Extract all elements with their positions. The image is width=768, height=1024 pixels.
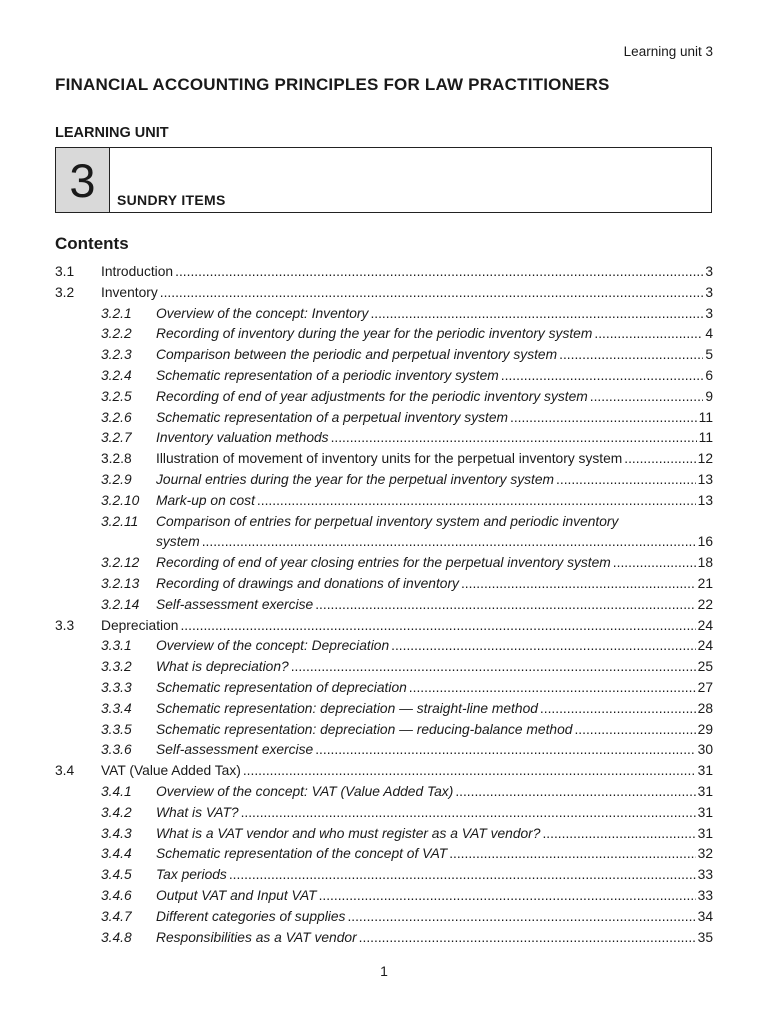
toc-entry-number: 3.2.11: [101, 513, 139, 529]
table-of-contents: [55, 262, 713, 948]
toc-entry-page: 31: [697, 783, 713, 799]
toc-dot-leader: [556, 470, 696, 491]
toc-entry[interactable]: [55, 449, 713, 470]
toc-entry-page: 27: [697, 679, 713, 695]
toc-entry[interactable]: [55, 928, 713, 949]
toc-entry-number: 3.2.3: [101, 347, 132, 363]
toc-entry[interactable]: [55, 699, 713, 720]
toc-entry[interactable]: [55, 387, 713, 408]
toc-entry-continuation[interactable]: [55, 532, 713, 553]
toc-entry-title: What is a VAT vendor and who must register as a VAT vendor?: [156, 825, 541, 841]
toc-entry-title: Schematic representation: depreciation — straight-line method: [156, 700, 538, 716]
toc-dot-leader: [370, 304, 703, 325]
toc-entry-title: Comparison of entries for perpetual inventory system and periodic inventory: [156, 513, 619, 529]
toc-entry-title: Journal entries during the year for the perpetual inventory system: [156, 471, 555, 487]
toc-entry-number: 3.2.8: [101, 451, 132, 467]
toc-entry-page: 13: [697, 492, 713, 508]
toc-entry-title: What is depreciation?: [156, 659, 289, 675]
toc-entry-number: 3.2.2: [101, 326, 132, 342]
toc-entry-title: Schematic representation of the concept of VAT: [156, 846, 448, 862]
unit-name: SUNDRY ITEMS: [117, 192, 226, 208]
toc-entry[interactable]: [55, 761, 713, 782]
toc-entry-title: Self-assessment exercise: [156, 742, 314, 758]
toc-entry-page: 6: [705, 367, 713, 383]
toc-entry-title: Responsibilities as a VAT vendor: [156, 929, 357, 945]
toc-entry-number: 3.3.1: [101, 638, 132, 654]
toc-dot-leader: [257, 491, 696, 512]
toc-entry[interactable]: [55, 283, 713, 304]
toc-entry-title: Schematic representation: depreciation — reducing-balance method: [156, 721, 573, 737]
toc-entry-page: 9: [705, 388, 713, 404]
toc-dot-leader: [510, 408, 697, 429]
toc-entry-page: 28: [697, 700, 713, 716]
toc-entry-number: 3.4.7: [101, 908, 132, 924]
toc-entry-page: 31: [697, 804, 713, 820]
toc-entry-title-continued: system: [156, 534, 200, 550]
toc-dot-leader: [542, 824, 695, 845]
toc-entry-page: 3: [705, 284, 713, 300]
toc-entry-page: 24: [697, 638, 713, 654]
toc-entry-number: 3.3.4: [101, 700, 132, 716]
toc-entry[interactable]: [55, 678, 713, 699]
toc-entry[interactable]: [55, 782, 713, 803]
toc-dot-leader: [291, 657, 696, 678]
toc-entry-title: Recording of drawings and donations of inventory: [156, 575, 459, 591]
toc-entry-title: VAT (Value Added Tax): [101, 763, 241, 779]
toc-dot-leader: [624, 449, 695, 470]
toc-entry-number: 3.3.5: [101, 721, 132, 737]
toc-entry[interactable]: [55, 886, 713, 907]
toc-entry-page: 34: [697, 908, 713, 924]
toc-entry-number: 3.4.4: [101, 846, 132, 862]
toc-entry[interactable]: [55, 304, 713, 325]
toc-entry-number: 3.4.2: [101, 804, 132, 820]
toc-entry-page: 31: [697, 763, 713, 779]
toc-dot-leader: [559, 345, 703, 366]
toc-entry[interactable]: [55, 740, 713, 761]
toc-entry-page: 3: [705, 305, 713, 321]
toc-entry-number: 3.4.1: [101, 783, 132, 799]
toc-entry[interactable]: [55, 636, 713, 657]
toc-entry-page: 22: [697, 596, 713, 612]
toc-entry-number: 3.2.6: [101, 409, 132, 425]
toc-entry-title: Comparison between the periodic and perpetual inventory system: [156, 347, 558, 363]
toc-entry-number: 3.2.7: [101, 430, 132, 446]
toc-entry-number: 3.2.5: [101, 388, 132, 404]
toc-entry-page: 16: [697, 534, 713, 550]
toc-entry-page: 29: [697, 721, 713, 737]
toc-dot-leader: [160, 283, 704, 304]
toc-dot-leader: [574, 720, 695, 741]
contents-heading: Contents: [55, 234, 129, 253]
toc-entry[interactable]: [55, 907, 713, 928]
page-number: 1: [380, 963, 388, 979]
toc-dot-leader: [449, 844, 695, 865]
toc-entry-number: 3.2.1: [101, 305, 132, 321]
toc-dot-leader: [501, 366, 704, 387]
toc-entry-page: 13: [697, 471, 713, 487]
toc-entry-title: Overview of the concept: Inventory: [156, 305, 369, 321]
toc-entry-page: 33: [697, 867, 713, 883]
toc-entry-page: 25: [697, 659, 713, 675]
toc-entry-number: 3.4: [55, 763, 75, 779]
toc-entry-number: 3.2.14: [101, 596, 140, 612]
toc-entry-number: 3.3.6: [101, 742, 132, 758]
toc-entry-page: 35: [697, 929, 713, 945]
toc-dot-leader: [315, 740, 695, 761]
toc-entry[interactable]: [55, 803, 713, 824]
toc-entry-number: 3.4.6: [101, 887, 132, 903]
toc-entry-page: 32: [697, 846, 713, 862]
toc-entry-title: Schematic representation of depreciation: [156, 679, 407, 695]
toc-entry[interactable]: [55, 720, 713, 741]
toc-entry[interactable]: [55, 824, 713, 845]
toc-entry-title: Different categories of supplies: [156, 908, 346, 924]
toc-entry-title: Schematic representation of a periodic inventory system: [156, 367, 499, 383]
toc-entry-page: 4: [705, 326, 713, 342]
toc-entry-title: Inventory: [101, 284, 158, 300]
toc-entry-page: 21: [697, 575, 713, 591]
toc-entry-number: 3.4.3: [101, 825, 132, 841]
toc-entry-page: 3: [705, 264, 713, 279]
toc-entry[interactable]: [55, 865, 713, 886]
document-title: FINANCIAL ACCOUNTING PRINCIPLES FOR LAW PRACTITIONERS: [55, 75, 610, 94]
toc-entry-title: What is VAT?: [156, 804, 239, 820]
toc-dot-leader: [229, 865, 696, 886]
toc-entry-page: 30: [697, 742, 713, 758]
toc-entry-number: 3.4.8: [101, 929, 132, 945]
toc-dot-leader: [540, 699, 696, 720]
toc-entry[interactable]: [55, 428, 713, 449]
toc-entry-title: Mark-up on cost: [156, 492, 255, 508]
toc-entry-title: Introduction: [101, 264, 174, 279]
toc-entry[interactable]: [55, 491, 713, 512]
toc-entry-number: 3.2.4: [101, 367, 132, 383]
toc-entry-number: 3.1: [55, 264, 75, 279]
toc-entry-page: 5: [705, 347, 713, 363]
toc-dot-leader: [202, 532, 696, 553]
toc-entry[interactable]: [55, 553, 713, 574]
toc-entry-title: Depreciation: [101, 617, 179, 633]
toc-entry[interactable]: [55, 657, 713, 678]
toc-entry-number: 3.2.12: [101, 555, 140, 571]
toc-dot-leader: [391, 636, 696, 657]
toc-entry[interactable]: [55, 844, 713, 865]
toc-entry-number: 3.2.10: [101, 492, 140, 508]
running-head: Learning unit 3: [623, 44, 713, 59]
toc-dot-leader: [175, 262, 703, 283]
toc-entry[interactable]: [55, 616, 713, 637]
toc-dot-leader: [455, 782, 695, 803]
toc-entry-title: Schematic representation of a perpetual inventory system: [156, 409, 509, 425]
toc-dot-leader: [594, 324, 703, 345]
toc-entry-title: Overview of the concept: Depreciation: [156, 638, 390, 654]
toc-entry-title: Recording of end of year adjustments for the periodic inventory system: [156, 388, 588, 404]
toc-dot-leader: [461, 574, 696, 595]
toc-entry[interactable]: [55, 470, 713, 491]
toc-entry-number: 3.3.3: [101, 679, 132, 695]
toc-entry-number: 3.2.13: [101, 575, 140, 591]
toc-entry-number: 3.2.9: [101, 471, 132, 487]
unit-box: [55, 147, 712, 213]
unit-number: 3: [56, 148, 110, 212]
toc-entry-title: Overview of the concept: VAT (Value Added Tax): [156, 783, 454, 799]
toc-entry[interactable]: [55, 345, 713, 366]
toc-dot-leader: [315, 595, 695, 616]
toc-dot-leader: [180, 616, 695, 637]
toc-entry-title: Self-assessment exercise: [156, 596, 314, 612]
toc-entry-number: 3.3.2: [101, 659, 132, 675]
toc-entry-page: 24: [697, 617, 713, 633]
toc-entry-title: Inventory valuation methods: [156, 430, 329, 446]
toc-entry-page: 12: [697, 451, 713, 467]
toc-dot-leader: [241, 803, 696, 824]
toc-entry[interactable]: [55, 324, 713, 345]
toc-entry-page: 33: [697, 887, 713, 903]
learning-unit-label: LEARNING UNIT: [55, 125, 169, 141]
toc-entry-page: 18: [697, 555, 713, 571]
toc-entry-number: 3.2: [55, 284, 75, 300]
toc-dot-leader: [243, 761, 696, 782]
toc-dot-leader: [347, 907, 695, 928]
toc-entry[interactable]: [55, 595, 713, 616]
toc-entry[interactable]: [55, 574, 713, 595]
toc-entry-page: 31: [697, 825, 713, 841]
toc-entry-title: Tax periods: [156, 867, 227, 883]
toc-dot-leader: [409, 678, 696, 699]
toc-dot-leader: [359, 928, 696, 949]
toc-dot-leader: [590, 387, 704, 408]
toc-entry-title: Recording of inventory during the year for the periodic inventory system: [156, 326, 593, 342]
toc-entry-number: 3.4.5: [101, 867, 132, 883]
toc-entry[interactable]: [55, 512, 713, 533]
toc-dot-leader: [319, 886, 696, 907]
toc-entry-number: 3.3: [55, 617, 75, 633]
toc-entry[interactable]: [55, 366, 713, 387]
toc-entry-title: Illustration of movement of inventory units for the perpetual inventory system: [156, 451, 623, 467]
toc-entry-page: 11: [698, 409, 713, 425]
toc-entry-title: Recording of end of year closing entries for the perpetual inventory system: [156, 555, 611, 571]
toc-dot-leader: [331, 428, 697, 449]
toc-entry-title: Output VAT and Input VAT: [156, 887, 317, 903]
toc-entry-page: 11: [698, 430, 713, 446]
toc-entry[interactable]: [55, 262, 713, 283]
toc-entry[interactable]: [55, 408, 713, 429]
toc-dot-leader: [613, 553, 696, 574]
